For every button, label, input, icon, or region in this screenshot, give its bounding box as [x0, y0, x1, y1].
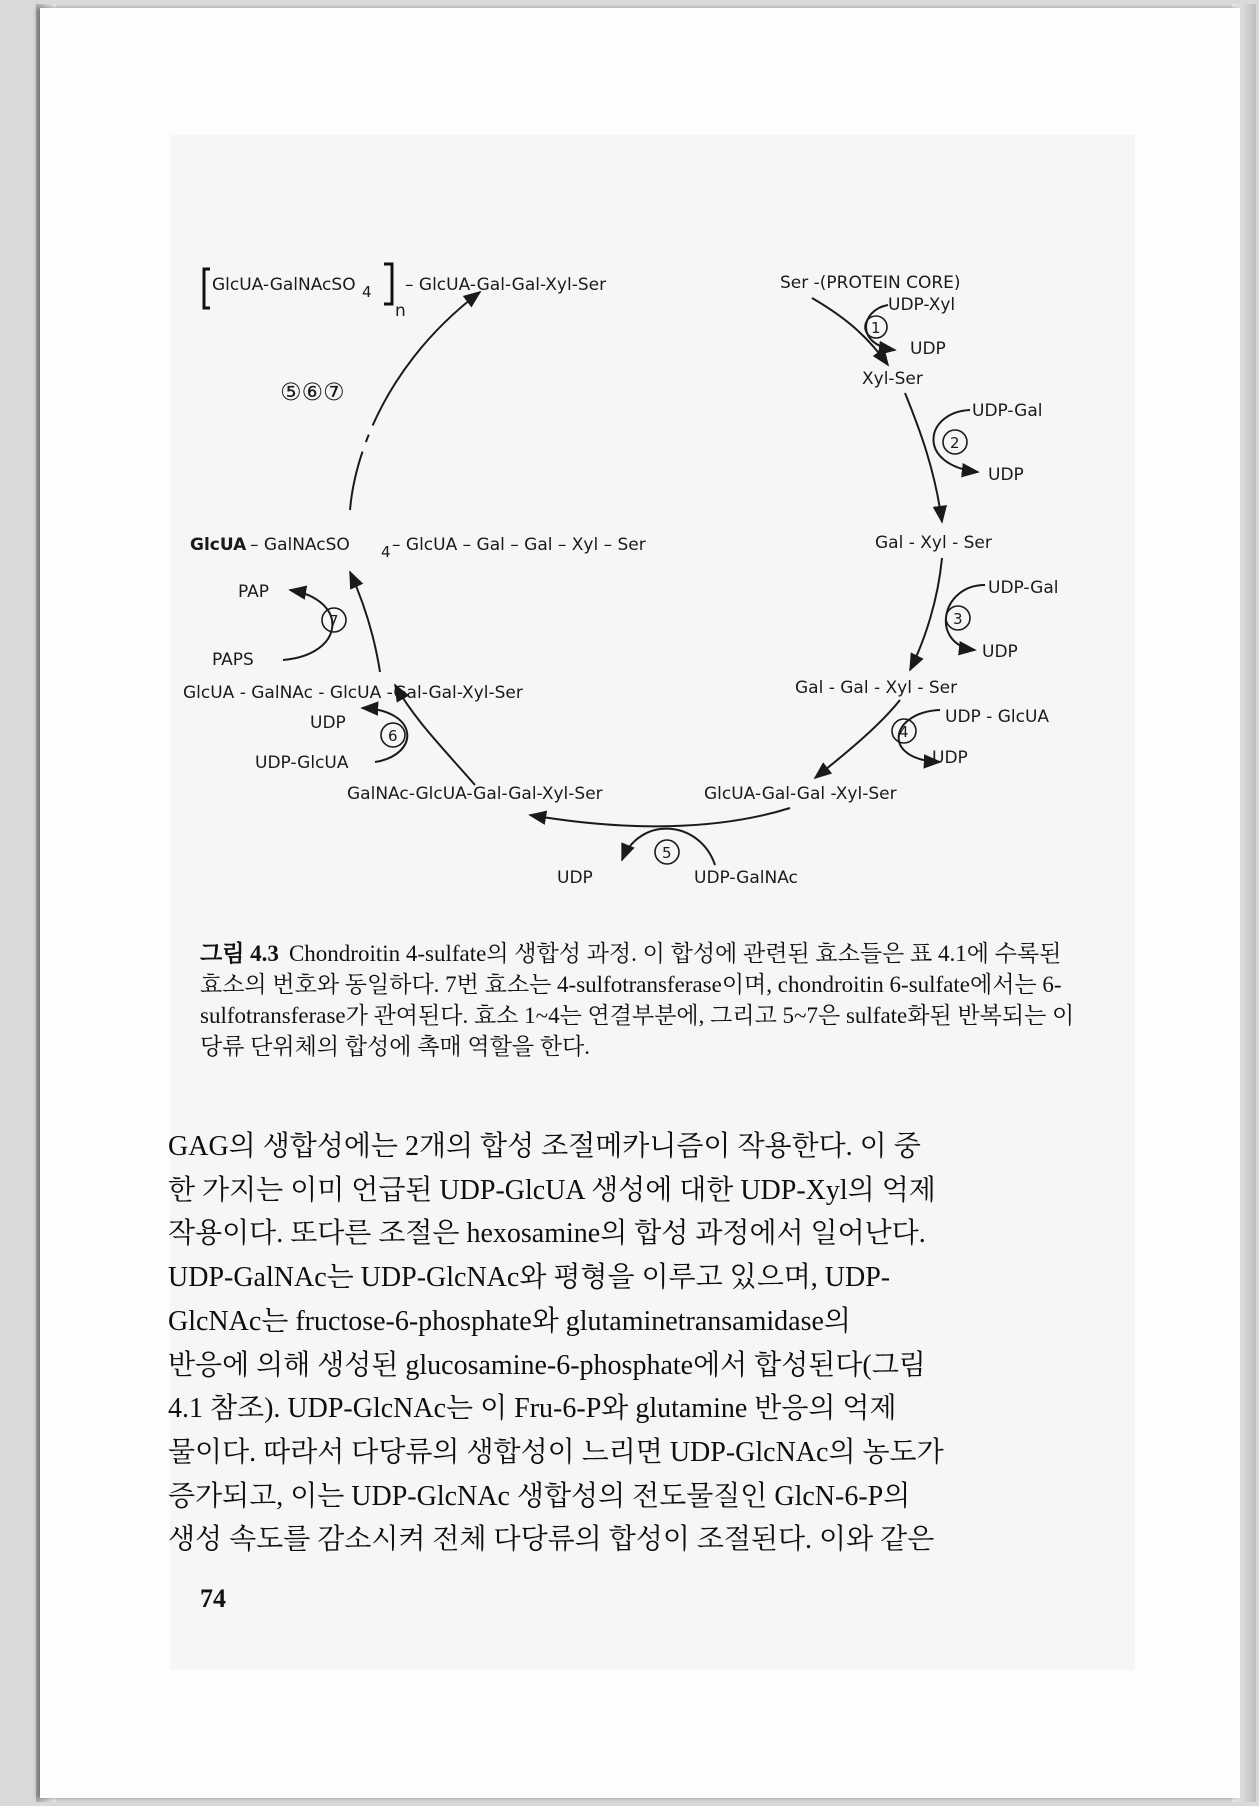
arrow-to-glcua-chain [815, 700, 900, 778]
udp-5-label: UDP [557, 868, 593, 888]
body-line: 4.1 참조). UDP-GlcNAc는 이 Fru-6-P와 glutamine 반응의 억제 [168, 1393, 897, 1425]
step-6-number: 6 [388, 727, 398, 745]
pap-label: PAP [238, 582, 270, 602]
step-2-number: 2 [950, 434, 960, 452]
gal-xyl-ser-label: Gal - Xyl - Ser [875, 533, 992, 553]
glcua-galnac-chain-label: GlcUA - GalNAc - GlcUA -Gal-Gal-Xyl-Ser [183, 683, 523, 703]
udp-glcua-2-curve [362, 708, 407, 762]
step-1-number: 1 [871, 319, 881, 337]
sulfated-subscript: 4 [381, 543, 391, 561]
body-line: GAG의 생합성에는 2개의 합성 조절메카니즘이 작용한다. 이 중 [168, 1131, 921, 1162]
xyl-ser-label: Xyl-Ser [862, 369, 923, 389]
gal-gal-xyl-ser-label: Gal - Gal - Xyl - Ser [795, 678, 958, 698]
figure-caption [200, 938, 1080, 1062]
biosynthesis-diagram [0, 0, 1259, 900]
sulfated-mid: – GalNAcSO [250, 535, 350, 555]
body-line: UDP-GalNAc는 UDP-GlcNAc와 평형을 이루고 있으며, UDP- [168, 1262, 891, 1294]
caption-label: 그림 4.3 [200, 941, 279, 966]
arrow-bottom-arc [530, 808, 790, 826]
enzymes-567-label: ⑤⑥⑦ [280, 378, 345, 406]
udp-gal-2-label: UDP-Gal [988, 578, 1059, 598]
body-line: 작용이다. 또다른 조절은 hexosamine의 합성 과정에서 일어난다. [168, 1218, 926, 1250]
udp-gal-2-curve [946, 585, 985, 650]
right-bracket [384, 264, 392, 304]
udp-galnac-label: UDP-GalNAc [694, 868, 798, 888]
ser-protein-core: Ser -(PROTEIN CORE) [780, 273, 961, 293]
udp-glcua-2-label: UDP-GlcUA [255, 753, 349, 773]
arrow-gal-to-galgal [910, 558, 942, 670]
udp-xyl-label: UDP-Xyl [888, 295, 956, 315]
body-paragraph [168, 1125, 1080, 1562]
body-line: 증가되고, 이는 UDP-GlcNAc 생합성의 전도물질인 GlcN-6-P의 [168, 1480, 911, 1512]
udp-3-label: UDP [982, 642, 1018, 662]
top-chain-text: – GlcUA-Gal-Gal-Xyl-Ser [405, 275, 607, 295]
body-line: 생성 속도를 감소시켜 전체 다당류의 합성이 조절된다. 이와 같은 [168, 1524, 935, 1556]
left-bracket [204, 269, 210, 308]
step-7-number: 7 [329, 612, 339, 630]
paps-label: PAPS [212, 650, 254, 670]
arrow-step7 [350, 572, 380, 672]
galnac-chain-label: GalNAc-GlcUA-Gal-Gal-Xyl-Ser [347, 784, 603, 804]
udp-glcua-1-label: UDP - GlcUA [945, 707, 1050, 727]
sulfated-rest: – GlcUA – Gal – Gal – Xyl – Ser [392, 535, 646, 555]
page-number: 74 [200, 1584, 226, 1613]
body-line: GlcNAc는 fructose-6-phosphate와 glutaminetransamidase의 [168, 1305, 851, 1337]
step-5-number: 5 [662, 844, 672, 862]
udp-6-label: UDP [310, 713, 346, 733]
caption-text: Chondroitin 4-sulfate의 생합성 과정. 이 합성에 관련된 효소들은 표 4.1에 수록된 효소의 번호와 동일하다. 7번 효소는 4-sulfotransferase이며, chondroitin 6-sulfate에서는 6-sulfotransferase가 관여된다. 효소 1~4는 연결부분에, 그리고 5~7은 sulfate화된 반복되는 이당류 단위체의 합성에 촉매 역할을 한다. [200, 941, 1075, 1059]
step-3-number: 3 [953, 610, 963, 628]
paps-curve [283, 590, 332, 660]
glcua-gal-gal-xyl-ser-label: GlcUA-Gal-Gal -Xyl-Ser [704, 784, 897, 804]
body-line: 물이다. 따라서 다당류의 생합성이 느리면 UDP-GlcNAc의 농도가 [168, 1436, 944, 1468]
udp-2-label: UDP [988, 465, 1024, 485]
repeat-unit-text: GlcUA-GalNAcSO [212, 275, 356, 295]
arrow-to-repeat [350, 292, 480, 510]
udp-4-label: UDP [932, 748, 968, 768]
body-line: 한 가지는 이미 언급된 UDP-GlcUA 생성에 대한 UDP-Xyl의 억제 [168, 1174, 936, 1206]
udp-gal-1-label: UDP-Gal [972, 401, 1043, 421]
sulfated-prefix: GlcUA [190, 535, 247, 555]
step-4-number: 4 [899, 723, 909, 741]
repeat-n: n [395, 301, 406, 321]
repeat-subscript: 4 [362, 283, 372, 301]
top-left-structure [204, 264, 606, 321]
arrow-xyl-to-gal [905, 393, 942, 522]
udp-1-label: UDP [910, 339, 946, 359]
body-line: 반응에 의해 생성된 glucosamine-6-phosphate에서 합성된다(그림 [168, 1349, 926, 1381]
